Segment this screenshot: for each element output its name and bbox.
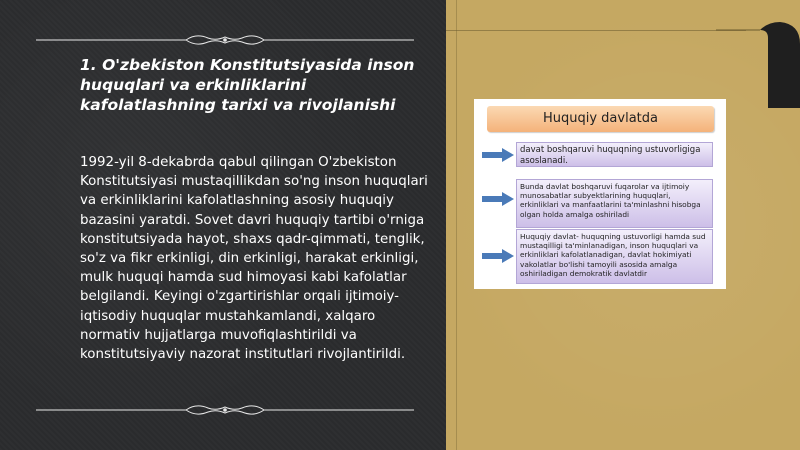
slide-title: 1. O'zbekiston Konstitutsiyasida inson huquqlari va erkinliklarini kafolatlashning tarixi va rivojlanishi — [80, 56, 415, 114]
frame-line-left — [456, 0, 457, 450]
diagram-box-2: Bunda davlat boshqaruvi fuqarolar va ijtimoiy munosabatlar subyektlarining huquqlari, erkinliklari va manfaatlarini ta'minlashni hisobga olgan holda amalga oshiriladi — [516, 179, 713, 228]
frame-line-top — [446, 30, 746, 31]
ornament-divider-top — [36, 33, 414, 47]
diagram-box-3: Huquqiy davlat- huquqning ustuvorligi hamda sud mustaqilligi ta'minlanadigan, inson huquqlari va erkinliklari kafolatlanadigan, davlat hokimiyati vakolatlar bo'lishi tamoyili asosida amalga oshiriladigan demokratik davlatdir — [516, 229, 713, 284]
diagram-box-1: davat boshqaruvi huquqning ustuvorligiga asoslanadi. — [516, 142, 713, 167]
corner-tab-ornament — [716, 18, 800, 108]
ornament-divider-bottom — [36, 403, 414, 417]
diagram-image — [474, 99, 726, 289]
arrow-right-icon — [482, 148, 514, 162]
arrow-right-icon — [482, 192, 514, 206]
slide-body-text: 1992-yil 8-dekabrda qabul qilingan O'zbekiston Konstitutsiyasi mustaqillikdan so'ng inson huquqlari va erkinliklarini kafolatlashning asosiy huquqiy bazasini yaratdi. Sovet davri huquqiy tartibi o'rniga konstitutsiyada hayot, shaxs qadr-qimmati, tenglik, so'z va fikr erkinligi, din erkinligi, harakat erkinligi, mulk huquqi hamda sud himoyasi kabi kafolatlar belgilandi. Keyingi o'zgartirishlar orqali ijtimoiy-iqtisodiy huquqlar mustahkamlandi, xalqaro normativ hujjatlarga muvofiqlashtirildi va konstitutsiyaviy nazorat institutlari rivojlantirildi. — [80, 155, 428, 363]
diagram-header: Huquqiy davlatda — [487, 106, 714, 132]
arrow-right-icon — [482, 249, 514, 263]
